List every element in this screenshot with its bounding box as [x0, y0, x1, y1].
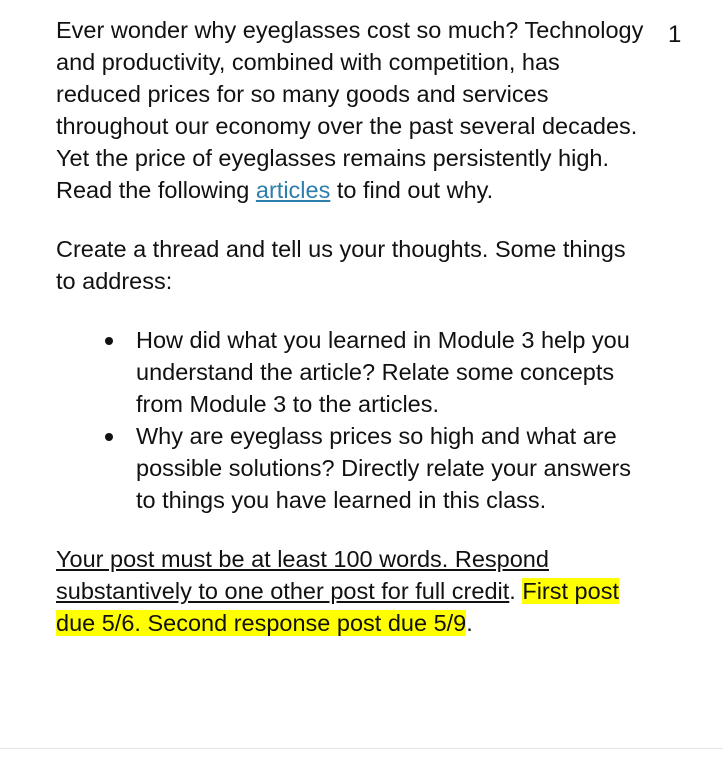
page-number: 1 — [668, 21, 682, 48]
articles-link[interactable]: articles — [255, 177, 331, 203]
page-divider — [0, 748, 723, 749]
due-dates-highlight: First post due 5/6. Second response post due 5/9 — [56, 578, 619, 636]
requirements-separator: . — [509, 578, 523, 604]
requirements-paragraph — [56, 543, 636, 639]
intro-text: Ever wonder why eyeglasses cost so much? Technology and productivity, combined with competition, has reduced prices for so many goods and services throughout our economy over the past several decades. Yet the price of eyeglasses remains persistently high. Read the following — [56, 17, 644, 203]
question-list — [56, 324, 656, 516]
intro-paragraph — [56, 14, 646, 206]
prompt-paragraph: Create a thread and tell us your thoughts. Some things to address: — [56, 236, 626, 294]
requirements-end: . — [466, 610, 473, 636]
question-item: Why are eyeglass prices so high and what are possible solutions? Directly relate your answers to things you have learned in this class. — [136, 420, 636, 516]
intro-text-end: to find out why. — [330, 177, 494, 203]
word-count-requirement: Your post must be at least 100 words. Respond substantively to one other post for full credit — [56, 546, 549, 604]
question-item: How did what you learned in Module 3 help you understand the article? Relate some concepts from Module 3 to the articles. — [136, 324, 636, 420]
document-body — [56, 14, 656, 639]
